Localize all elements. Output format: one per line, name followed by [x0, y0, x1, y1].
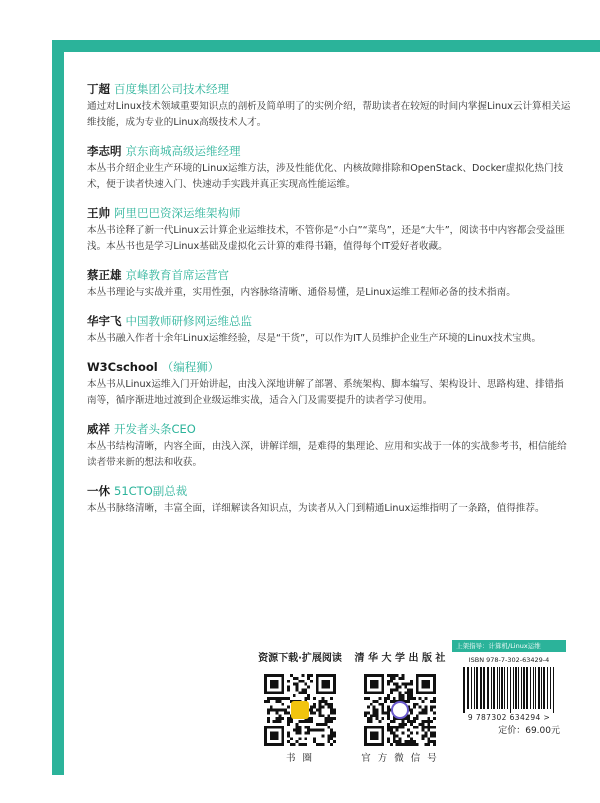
review-item	[87, 312, 572, 347]
qr-code-image	[264, 674, 336, 746]
reviewer-name: 李志明	[87, 144, 122, 158]
reviewer-title: 阿里巴巴资深运维架构师	[114, 206, 241, 220]
isbn-text: ISBN 978-7-302-63429-4	[468, 656, 550, 664]
reviewer-name: W3Cschool	[87, 360, 158, 374]
publisher-logo-badge	[391, 701, 409, 719]
reviewer-name: 丁超	[87, 82, 110, 96]
qr-caption: 书 圈	[285, 753, 315, 764]
reviewer-name: 威祥	[87, 422, 110, 436]
review-text: 本丛书结构清晰，内容全面，由浅入深，讲解详细，是难得的集理论、应用和实战于一体的实战参考书，相信能给读者带来新的想法和收获。	[87, 441, 567, 468]
review-list	[87, 80, 572, 528]
review-text: 本丛书脉络清晰，丰富全面，详细解读各知识点，为读者从入门到精通Linux运维指明了一条路，值得推荐。	[87, 503, 545, 514]
qr-caption: 官 方 微 信 号	[361, 753, 439, 764]
review-item	[87, 266, 572, 301]
review-text: 本丛书从Linux运维入门开始讲起，由浅入深地讲解了部署、系统架构、脚本编写、架构设计、思路构建、排错指南等，循序渐进地过渡到企业级运维实战，适合入门及需要提升的读者学习使用。	[87, 379, 564, 406]
reviewer-name: 华宇飞	[87, 314, 122, 328]
qr-heading: 清 华 大 学 出 版 社	[354, 653, 446, 664]
reviewer-name: 王帅	[87, 206, 110, 220]
review-text: 本丛书介绍企业生产环境的Linux运维方法，涉及性能优化、内核故障排除和OpenStack、Docker虚拟化热门技术，便于读者快速入门、快速动手实践并真正实现高性能运维。	[87, 163, 564, 190]
review-item	[87, 204, 572, 255]
reviewer-name: 一休	[87, 484, 110, 498]
reviewer-title: （编程狮）	[161, 360, 220, 374]
isbn-barcode-box	[452, 640, 566, 760]
qr-code-book-circle	[250, 652, 350, 766]
reviewer-title: 中国教师研修网运维总监	[125, 314, 252, 328]
reviewer-title: 百度集团公司技术经理	[114, 82, 229, 96]
barcode-digits: 9 787302 634294 >	[467, 713, 551, 722]
accent-bar-top	[52, 40, 600, 52]
qr-code-official-wechat	[350, 652, 450, 766]
reviewer-name: 蔡正雄	[87, 268, 122, 282]
qr-heading: 资源下载·扩展阅读	[258, 653, 342, 664]
review-item	[87, 358, 572, 409]
review-item	[87, 420, 572, 471]
reviewer-title: 开发者头条CEO	[114, 422, 196, 436]
review-text: 通过对Linux技术领域重要知识点的剖析及简单明了的实例介绍，帮助读者在较短的时间内掌握Linux云计算相关运维技能，成为专业的Linux高级技术人才。	[87, 101, 571, 128]
review-item	[87, 80, 572, 131]
review-text: 本丛书理论与实战并重，实用性强，内容脉络清晰、通俗易懂，是Linux运维工程师必备的技术指南。	[87, 287, 516, 298]
price: 定价：69.00元	[498, 726, 560, 736]
reviewer-title: 京峰教育首席运营官	[125, 268, 229, 282]
qr-logo-badge	[291, 701, 309, 719]
reviewer-title: 京东商城高级运维经理	[125, 144, 241, 158]
shelving-category: 上架指导：计算机/Linux运维	[452, 640, 566, 652]
review-item	[87, 482, 572, 517]
review-item	[87, 142, 572, 193]
review-text: 本丛书诠释了新一代Linux云计算企业运维技术，不管你是“小白”“菜鸟”，还是“大牛”，阅读书中内容都会受益匪浅。本丛书也是学习Linux基础及虚拟化云计算的难得书籍，值得每个IT爱好者收藏。	[87, 225, 565, 252]
qr-code-image	[364, 674, 436, 746]
accent-bar-left	[52, 40, 64, 775]
barcode-bars	[459, 667, 559, 713]
reviewer-title: 51CTO副总裁	[114, 484, 188, 498]
review-text: 本丛书融入作者十余年Linux运维经验，尽是“干货”，可以作为IT人员维护企业生产环境的Linux技术宝典。	[87, 333, 542, 344]
